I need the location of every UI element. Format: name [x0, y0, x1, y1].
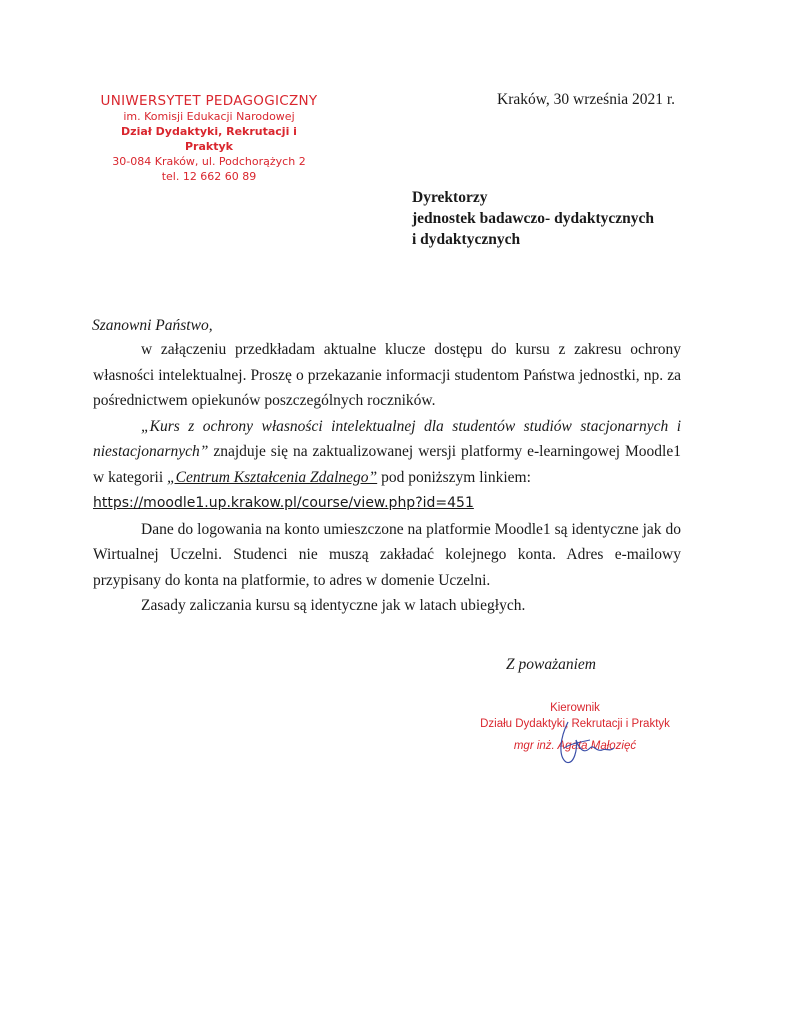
letter-date: Kraków, 30 września 2021 r. — [497, 91, 676, 108]
stamp-department: Dział Dydaktyki, Rekrutacji i Praktyk — [121, 125, 297, 153]
addressee-block — [412, 187, 654, 250]
university-stamp — [100, 94, 318, 184]
course-link[interactable]: https://moodle1.up.krakow.pl/course/view.php?id=451 — [93, 495, 474, 511]
paragraph-course — [93, 414, 681, 491]
link-intro-text: pod poniższym linkiem: — [377, 468, 531, 486]
course-location-text: znajduje się na zaktualizowanej wersji platformy e-learningowej Moodle1 w kategorii — [93, 443, 681, 486]
addressee-line-3: i dydaktycznych — [412, 231, 521, 248]
addressee-line-1: Dyrektorzy — [412, 189, 488, 206]
signature-title: Kierownik — [550, 702, 600, 714]
handwritten-signature — [550, 718, 620, 768]
stamp-address: 30-084 Kraków, ul. Podchorążych 2 — [112, 155, 306, 168]
salutation: Szanowni Państwo, — [92, 317, 213, 334]
paragraph-link — [93, 490, 681, 517]
letter-body — [93, 337, 681, 619]
addressee-line-2: jednostek badawczo- dydaktycznych — [412, 210, 654, 227]
paragraph-login: Dane do logowania na konto umieszczone na platformie Moodle1 są identyczne jak do Wirtualnej Uczelni. Studenci nie muszą zakładać kolejnego konta. Adres e-mailowy przypisany do konta na platformie, to adres w domenie Uczelni. — [93, 520, 681, 589]
stamp-phone: tel. 12 662 60 89 — [161, 170, 257, 183]
paragraph-intro: w załączeniu przedkładam aktualne klucze dostępu do kursu z zakresu ochrony własności intelektualnej. Proszę o przekazanie informacji studentom Państwa jednostki, np. za pośrednictwem opiekunów poszczególnych roczników. — [93, 341, 681, 409]
paragraph-rules: Zasady zaliczania kursu są identyczne jak w latach ubiegłych. — [141, 597, 526, 614]
stamp-university: UNIWERSYTET PEDAGOGICZNY — [100, 93, 318, 109]
course-name: „Kurs z ochrony własności intelektualnej dla studentów studiów stacjonarnych i niestacjonarnych” — [93, 417, 681, 460]
signature-name: mgr inż. Agata Małozięć — [513, 740, 637, 752]
closing-phrase: Z poważaniem — [506, 656, 596, 673]
signature-department: Działu Dydaktyki, Rekrutacji i Praktyk — [480, 718, 670, 730]
category-name: „Centrum Kształcenia Zdalnego” — [167, 468, 378, 486]
stamp-subtitle: im. Komisji Edukacji Narodowej — [123, 110, 295, 123]
